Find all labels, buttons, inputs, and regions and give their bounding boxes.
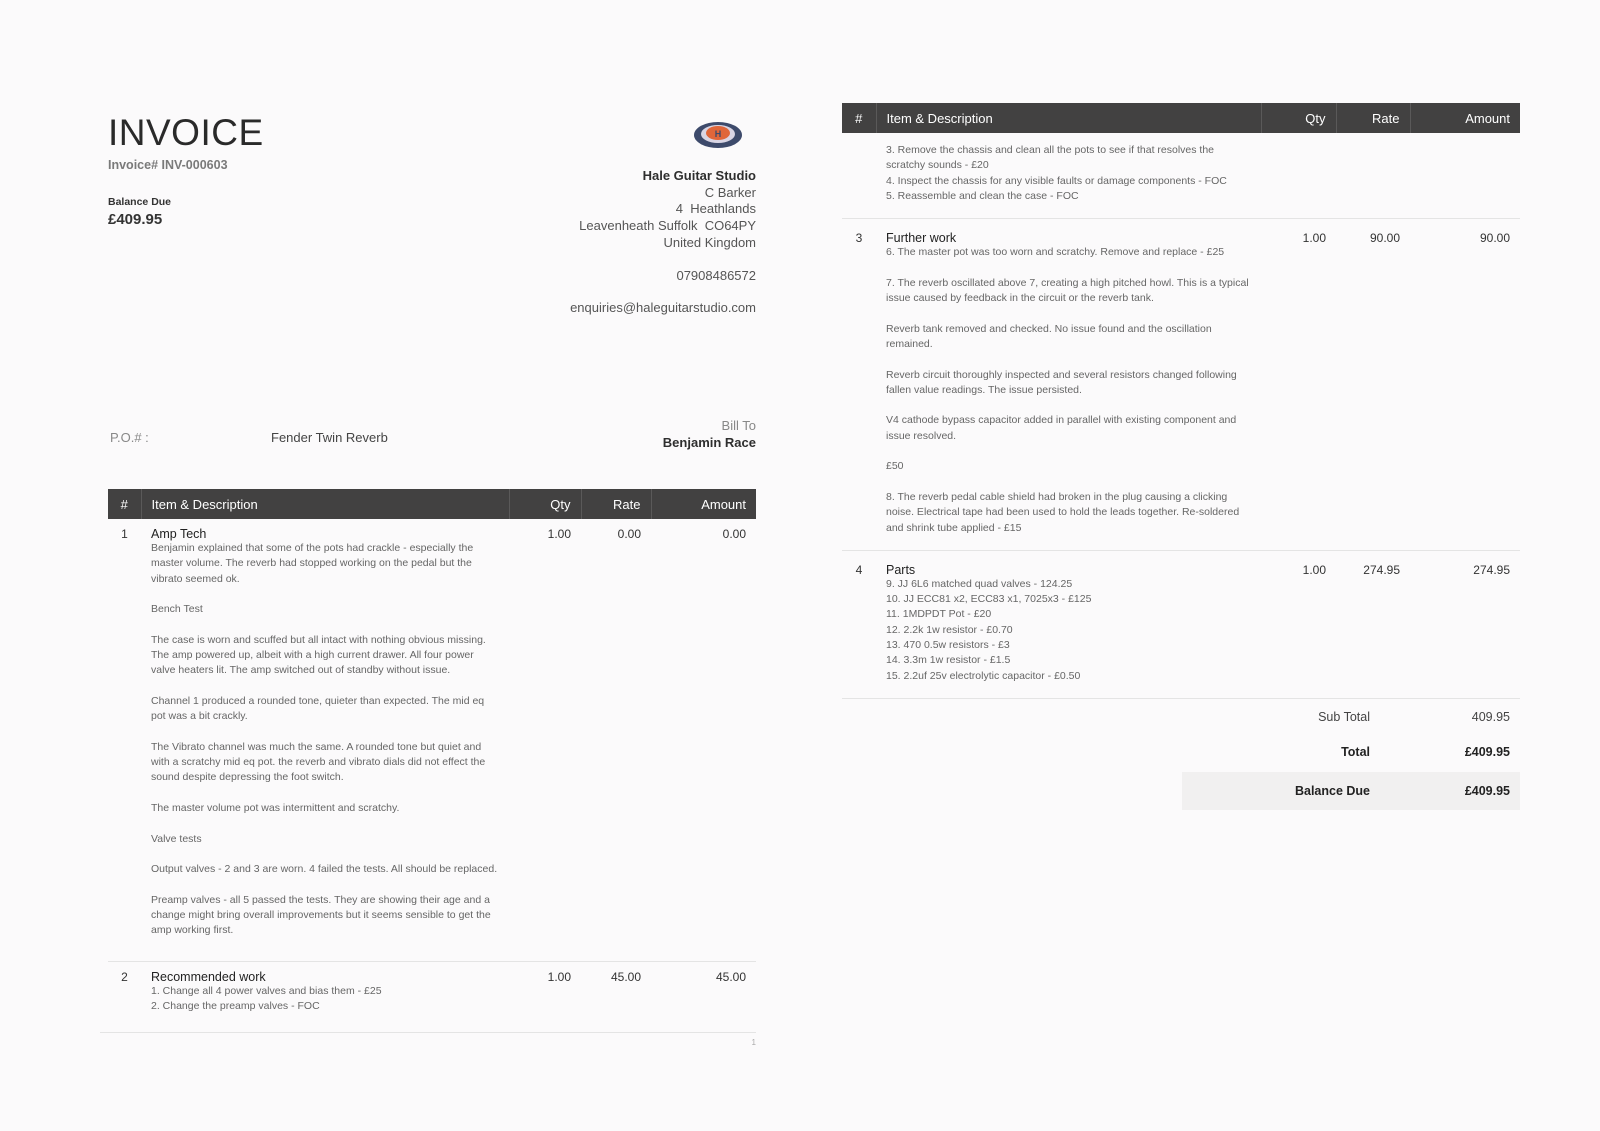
invoice-title: INVOICE: [108, 112, 264, 153]
item-qty: 1.00: [509, 519, 581, 961]
item-description: 6. The master pot was too worn and scratchy. Remove and replace - £25 7. The reverb oscillated above 7, creating a high pitched howl. This is a typical issue caused by feedback in the circuit or the reverb tank. Reverb tank removed and checked. No issue found and the oscillation remained. Reverb circuit thoroughly inspected and several resistors changed following fallen value readings. The issue persisted. V4 cathode bypass capacitor added in parallel with existing component and issue resolved. £50 8. The reverb pedal cable shield had broken in the plug causing a clicking noise. Electrical tape had been used to hold the leads together. Re-soldered and shrink tube applied - £15: [886, 246, 1249, 534]
item-description: Benjamin explained that some of the pots had crackle - especially the master volume. The reverb had stopped working on the pedal but the vibrato seemed ok. Bench Test The case is worn and scuffed but all intact with nothing obvious missing. The amp powered up, albeit with a high current drawer. All four power valve heaters lit. The amp switched out of standby without issue. Channel 1 produced a rounded tone, quieter than expected. The mid eq pot was a bit crackly. The Vibrato channel was much the same. A rounded tone but quiet and with a scratchy mid eq pot. the reverb and vibrato dials did not effect the sound despite depressing the foot switch. The master volume pot was intermittent and scratchy. Valve tests Output valves - 2 and 3 are worn. 4 failed the tests. All should be replaced. Preamp valves - all 5 passed the tests. They are showing their age and a change might bring overall improvements but it seems sensible to get the amp working first.: [151, 542, 498, 937]
company-address-block: [570, 168, 756, 317]
item-qty: 1.00: [1261, 550, 1336, 698]
bill-to-name: Benjamin Race: [662, 435, 756, 450]
items-table-page-1: [108, 489, 756, 1028]
subtotal-value: 409.95: [1471, 710, 1510, 724]
item-rate: 274.95: [1336, 550, 1410, 698]
company-phone: 07908486572: [676, 267, 756, 283]
logo-letter: H: [714, 129, 722, 139]
item-description-cell: [141, 961, 509, 1028]
col-desc-header: Item & Description: [141, 489, 509, 519]
company-logo-icon: [693, 120, 743, 150]
col-num-header: #: [842, 103, 876, 133]
item-amount: 45.00: [715, 969, 746, 984]
col-desc-header: Item & Description: [876, 103, 1261, 133]
total-value: £409.95: [1464, 745, 1510, 759]
col-qty-header: Qty: [509, 489, 581, 519]
table-row: [842, 219, 1520, 551]
col-qty-header: Qty: [1261, 103, 1336, 133]
item-title: Further work: [886, 231, 957, 246]
po-label: P.O.# :: [110, 430, 149, 445]
item-amount: 0.00: [651, 519, 756, 961]
total-label: Total: [1341, 745, 1370, 759]
item-qty: 1.00: [1261, 219, 1336, 551]
invoice-number: Invoice# INV-000603: [108, 158, 228, 172]
items-table-header: [842, 103, 1520, 133]
item-rate: 90.00: [1336, 219, 1410, 551]
item-title: Recommended work: [151, 969, 266, 984]
item-title: Amp Tech: [151, 527, 207, 541]
col-amount-header: Amount: [651, 489, 756, 519]
subtotal-label: Sub Total: [1318, 710, 1370, 724]
invoice-page-2: [842, 0, 1520, 1131]
company-street: 4 Heathlands: [675, 201, 756, 217]
company-country: United Kingdom: [663, 234, 756, 250]
company-email[interactable]: enquiries@haleguitarstudio.com: [570, 300, 756, 316]
table-row: [108, 519, 756, 961]
item-description: 9. JJ 6L6 matched quad valves - 124.25 10. JJ ECC81 x2, ECC83 x1, 7025x3 - £125 11. 1MDPDT Pot - £20 12. 2.2k 1w resistor - £0.70 13. 470 0.5w resistors - £3 14. 3.3m 1w resistor - £1.5 15. 2.2uf 25v electrolytic capacitor - £0.50: [886, 577, 1092, 682]
page-number: 1: [751, 1038, 756, 1047]
company-name: Hale Guitar Studio: [642, 168, 756, 183]
company-city: Leavenheath Suffolk CO64PY: [579, 218, 756, 234]
table-row-continuation: [842, 133, 1520, 219]
table-row: [842, 550, 1520, 698]
item-num: 2: [121, 969, 128, 984]
item-description-cell: [141, 519, 509, 961]
divider: [100, 1032, 756, 1033]
totals-block: [1182, 708, 1520, 810]
balance-due-total-value: £409.95: [1464, 784, 1510, 798]
item-num: 3: [842, 219, 876, 551]
bill-to-label: Bill To: [721, 418, 756, 433]
total-row: [1182, 743, 1520, 761]
item-description: 1. Change all 4 power valves and bias them - £25 2. Change the preamp valves - FOC: [151, 984, 382, 1013]
company-contact: C Barker: [704, 184, 756, 200]
col-rate-header: Rate: [581, 489, 651, 519]
item-qty: 1.00: [547, 969, 571, 984]
col-rate-header: Rate: [1336, 103, 1410, 133]
balance-due-total-label: Balance Due: [1294, 784, 1370, 798]
item-description-continued: 3. Remove the chassis and clean all the pots to see if that resolves the scratchy sounds - £20 4. Inspect the chassis for any visible faults or damage components - FOC 5. Reassemble and clean the case - FOC: [886, 144, 1227, 202]
invoice-page-1: [108, 0, 756, 1131]
item-num: 1: [108, 519, 141, 961]
item-rate: 45.00: [610, 969, 641, 984]
balance-due-value: £409.95: [108, 211, 163, 228]
item-description-cell: [876, 550, 1261, 698]
item-rate: 0.00: [581, 519, 651, 961]
item-description-cell: [876, 133, 1261, 219]
col-amount-header: Amount: [1410, 103, 1520, 133]
subtotal-row: [1182, 708, 1520, 726]
item-amount: 274.95: [1410, 550, 1520, 698]
items-table-header: [108, 489, 756, 519]
item-num: 4: [842, 550, 876, 698]
bill-to: [663, 418, 756, 450]
table-row: [108, 961, 756, 1028]
item-title: Parts: [886, 562, 916, 577]
item-amount: 90.00: [1410, 219, 1520, 551]
balance-due-label: Balance Due: [108, 196, 172, 208]
col-num-header: #: [108, 489, 141, 519]
po-value: Fender Twin Reverb: [271, 430, 388, 445]
item-description-cell: [876, 219, 1261, 551]
balance-due-row: [1182, 772, 1520, 810]
items-table-page-2: [842, 103, 1520, 699]
